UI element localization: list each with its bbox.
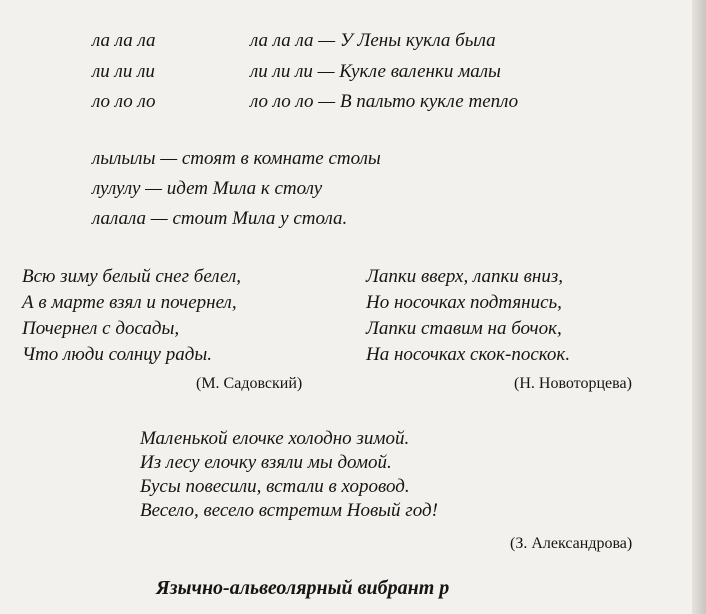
poem-center-line-3: Бусы повесили, встали в хоровод. [140, 476, 410, 497]
section-heading: Язычно-альвеолярный вибрант р [156, 577, 450, 599]
drill2-line-1: лылылы — стоят в комнате столы [92, 148, 381, 169]
poem-left-line-4: Что люди солнцу рады. [22, 344, 212, 365]
poem-left-line-2: А в марте взял и почернел, [22, 292, 237, 313]
drill-left-3: ло ло ло [92, 91, 156, 112]
drill-right-1: ла ла ла — У Лены кукла была [250, 30, 496, 51]
poem-center-line-2: Из лесу елочку взяли мы домой. [140, 452, 392, 473]
poem-left-line-1: Всю зиму белый снег белел, [22, 266, 242, 287]
poem-left-line-3: Почернел с досады, [22, 318, 180, 339]
poem-right-author: (Н. Новоторцева) [514, 375, 632, 392]
poem-center-line-1: Маленькой елочке холодно зимой. [140, 428, 410, 449]
poem-right-line-2: Но носочках подтянись, [366, 292, 562, 313]
drill2-line-3: лалала — стоит Мила у стола. [92, 208, 348, 229]
drill-left-2: ли ли ли [92, 61, 155, 82]
drill-right-3: ло ло ло — В пальто кукле тепло [250, 91, 519, 112]
drill-left-1: ла ла ла [92, 30, 156, 51]
poem-center-author: (З. Александрова) [510, 535, 633, 552]
poem-right-line-4: На носочках скок-поскок. [366, 344, 571, 365]
poem-center-line-4: Весело, весело встретим Новый год! [140, 500, 438, 521]
poem-left-author: (М. Садовский) [196, 375, 303, 392]
page-edge [692, 0, 706, 614]
poem-right-line-1: Лапки вверх, лапки вниз, [366, 266, 563, 287]
poem-right-line-3: Лапки ставим на бочок, [366, 318, 562, 339]
drill2-line-2: лулулу — идет Мила к столу [92, 178, 323, 199]
drill-right-2: ли ли ли — Кукле валенки малы [250, 61, 501, 82]
